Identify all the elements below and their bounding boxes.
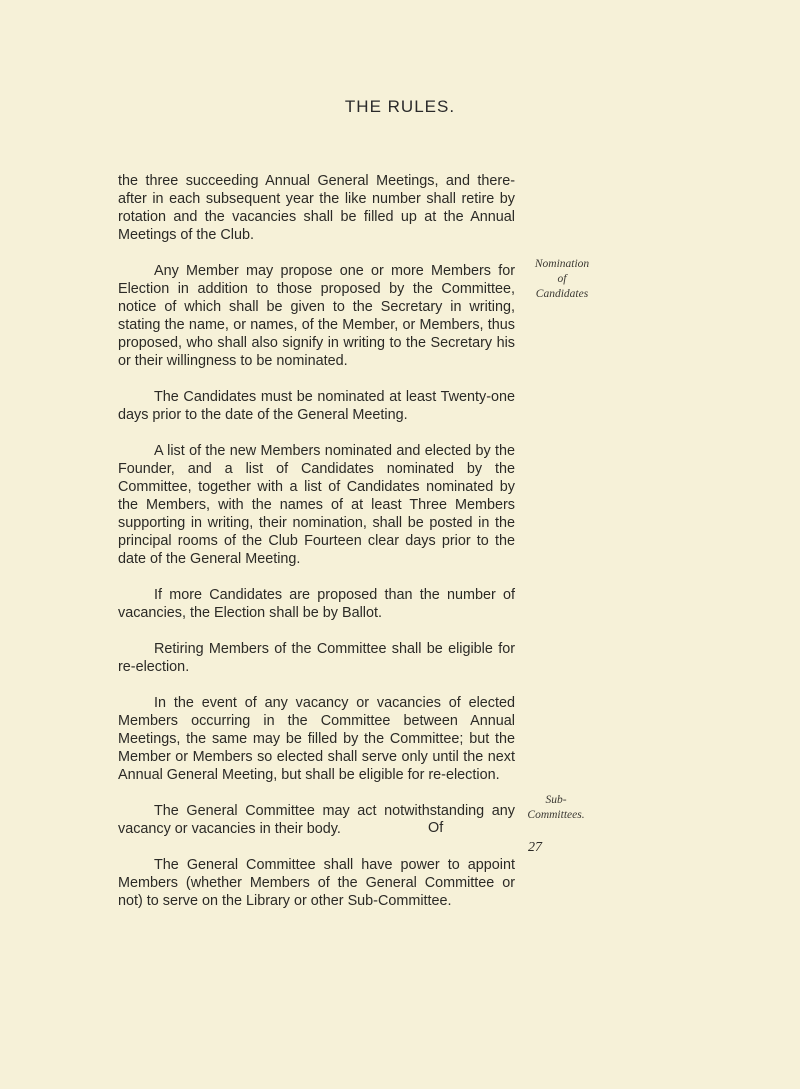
margin-note-line: of	[557, 273, 567, 285]
catchword: Of	[428, 820, 444, 836]
paragraph-vacancies: In the event of any vacancy or vacancies of elected Members occurring in the Committee between Annual Meetings, the same may be filled by the Committee; but the Member or Members so elected shall serve only until the next Annual General Meeting, but shall be eligible for re-election.	[118, 695, 515, 783]
rules-text	[118, 172, 515, 928]
paragraph-candidate-list: A list of the new Members nominated and elected by the Founder, and a list of Candidates nominated by the Committee, together with a list of Candidates nominated by the Members, with the names of at least Three Members supporting in writing, their nomination, shall be posted in the principal rooms of the Club Fourteen clear days prior to the date of the General Meeting.	[118, 443, 515, 567]
margin-note-nomination	[522, 257, 602, 302]
paragraph-nomination-proposal: Any Member may propose one or more Members for Election in addition to those proposed by the Committee, notice of which shall be given to the Secretary in writing, stating the name, or names, of the Member, or Members, thus proposed, who shall also signify in writing to the Secretary his or their willingness to be nominated.	[118, 263, 515, 369]
paragraph-sub-committees: The General Committee shall have power to appoint Members (whether Members of the General Committee or not) to serve on the Library or other Sub-Committee.	[118, 857, 515, 909]
page-title: THE RULES.	[344, 97, 456, 116]
margin-note-line: Nomination	[534, 258, 590, 270]
paragraph-committee-powers: The General Committee may act notwithstanding any vacancy or vacancies in their body.	[118, 803, 515, 837]
margin-note-line: Sub-	[545, 794, 567, 806]
margin-note-subcommittees	[516, 793, 596, 823]
paragraph-ballot: If more Candidates are proposed than the number of vacancies, the Election shall be by Ballot.	[118, 587, 515, 621]
paragraph-continuation: the three succeeding Annual General Meetings, and there-after in each subsequent year the like number shall retire by rotation and the vacancies shall be filled up at the Annual Meetings of the Club.	[118, 173, 515, 243]
page-number: 27	[528, 840, 542, 855]
margin-note-line: Committees.	[527, 809, 585, 821]
paragraph-nomination-deadline: The Candidates must be nominated at least Twenty-one days prior to the date of the General Meeting.	[118, 389, 515, 423]
paragraph-re-election: Retiring Members of the Committee shall be eligible for re-election.	[118, 641, 515, 675]
margin-note-line: Candidates	[535, 288, 589, 300]
